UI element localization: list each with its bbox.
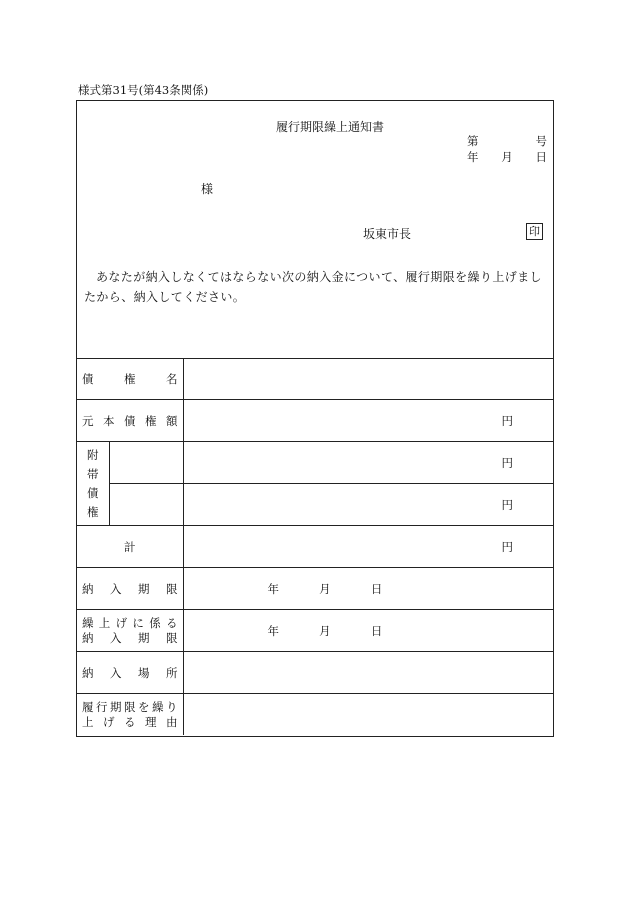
due-day-label: 日: [370, 581, 383, 596]
attached-claim-yen-2: 円: [183, 484, 553, 526]
principal-amount-yen: 円: [183, 400, 553, 442]
table-row: [77, 484, 553, 526]
due-date-label: 納入期限: [77, 568, 183, 610]
table-row: [77, 694, 553, 736]
acceleration-reason-label: [77, 694, 183, 736]
accelerated-due-label-line2: 納入期限: [82, 630, 178, 645]
table-row: [77, 526, 553, 568]
table-row: [77, 568, 553, 610]
payment-place-label: 納入場所: [77, 652, 183, 694]
document-title: 履行期限繰上通知書: [275, 120, 384, 134]
notice-form: [76, 100, 554, 737]
attached-char-2: 帯: [87, 466, 99, 481]
reason-label-line1: 履行期限を繰り: [82, 699, 178, 714]
issuer-name: 坂東市長: [363, 227, 412, 241]
due-year-label: 年: [267, 581, 279, 596]
payment-place-value: [183, 652, 553, 694]
accel-year-label: 年: [267, 623, 279, 638]
table-row: [77, 610, 553, 652]
principal-amount-label: 元本債権額: [77, 400, 183, 442]
doc-number-suffix: 号: [535, 134, 547, 148]
document-number-block: [467, 133, 547, 165]
accelerated-due-date-label: [77, 610, 183, 652]
details-table: [77, 358, 553, 735]
date-month-label: 月: [501, 150, 513, 164]
table-row: [77, 442, 553, 484]
due-month-label: 月: [319, 581, 331, 596]
table-row: [77, 358, 553, 400]
reason-label-line2: 上げる理由: [82, 714, 178, 729]
attached-char-4: 権: [87, 504, 99, 519]
attached-claim-yen-1: 円: [183, 442, 553, 484]
claim-name-value: [183, 358, 553, 400]
date-day-label: 日: [535, 150, 547, 164]
notice-header: [77, 101, 553, 359]
total-label: 計: [77, 526, 183, 568]
attached-char-1: 附: [87, 447, 99, 462]
form-number-caption: 様式第31号(第43条関係): [78, 83, 209, 97]
accelerated-due-label-line1: 繰上げに係る: [82, 615, 178, 630]
attached-claim-name-2: [109, 484, 183, 526]
accel-day-label: 日: [370, 623, 383, 638]
attached-char-3: 債: [87, 485, 99, 500]
addressee-honorific: 様: [201, 182, 214, 196]
acceleration-reason-value: [183, 694, 553, 736]
doc-number-prefix: 第: [467, 134, 479, 148]
table-row: [77, 652, 553, 694]
accelerated-due-date-value: [183, 610, 553, 652]
attached-claim-label: [77, 442, 109, 526]
attached-claim-name-1: [109, 442, 183, 484]
total-yen: 円: [183, 526, 553, 568]
notice-body-text: あなたが納入しなくてはならない次の納入金について、履行期限を繰り上げましたから、納入してください。: [84, 270, 542, 304]
accel-month-label: 月: [319, 623, 331, 638]
date-year-label: 年: [467, 150, 479, 164]
table-row: [77, 400, 553, 442]
claim-name-label: 債権名: [77, 358, 183, 400]
seal-mark: 印: [526, 223, 543, 240]
due-date-value: [183, 568, 553, 610]
